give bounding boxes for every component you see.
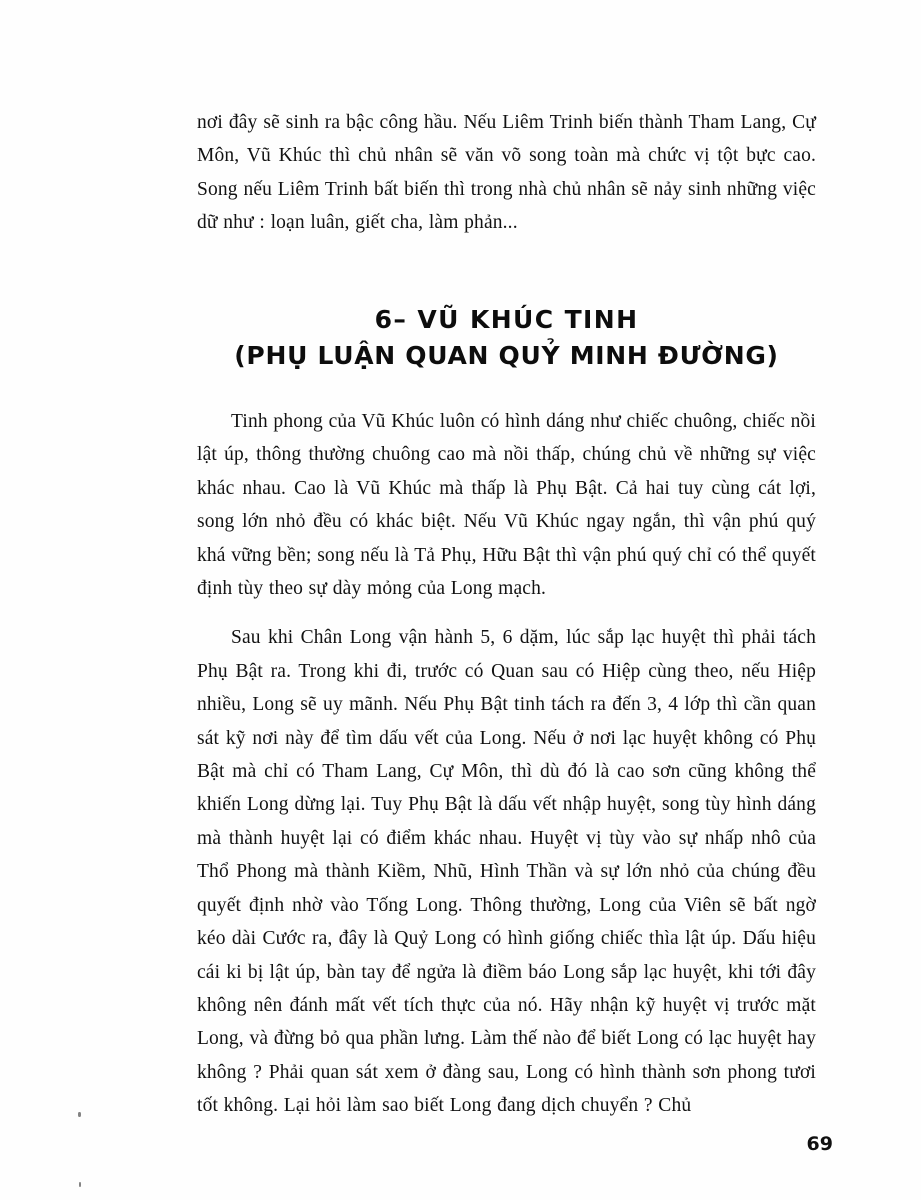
section-heading-line2: (PHỤ LUẬN QUAN QUỶ MINH ĐƯỜNG) xyxy=(234,341,779,370)
text-column-lower xyxy=(197,405,816,1123)
text-column xyxy=(197,0,816,240)
scan-speckle-icon xyxy=(79,1182,81,1187)
paragraph-continued: nơi đây sẽ sinh ra bậc công hầu. Nếu Liêm Trinh biến thành Tham Lang, Cự Môn, Vũ Khúc thì chủ nhân sẽ văn võ song toàn mà chức vị tột bực cao. Song nếu Liêm Trinh bất biến thì trong nhà chủ nhân sẽ nảy sinh những việc dữ như : loạn luân, giết cha, làm phản... xyxy=(197,112,816,234)
section-heading xyxy=(197,303,816,375)
paragraph-sau-khi: Sau khi Chân Long vận hành 5, 6 dặm, lúc sắp lạc huyệt thì phải tách Phụ Bật ra. Trong khi đi, trước có Quan sau có Hiệp cùng theo, nếu Hiệp nhiều, Long sẽ uy mãnh. Nếu Phụ Bật tinh tách ra đến 3, 4 lớp thì cần quan sát kỹ nơi này để tìm dấu vết của Long. Nếu ở nơi lạc huyệt không có Phụ Bật mà chỉ có Tham Lang, Cự Môn, thì dù đó là cao sơn cũng không thể khiến Long dừng lại. Tuy Phụ Bật là dấu vết nhập huyệt, song tùy hình dáng mà thành huyệt lại có điểm khác nhau. Huyệt vị tùy vào sự nhấp nhô của Thổ Phong mà thành Kiềm, Nhũ, Hình Thần và sự lớn nhỏ của chúng đều quyết định nhờ vào Tống Long. Thông thường, Long của Viên sẽ bất ngờ kéo dài Cước ra, đây là Quỷ Long có hình giống chiếc thìa lật úp. Dấu hiệu cái ki bị lật úp, bàn tay để ngửa là điềm báo Long sắp lạc huyệt, khi tới đây không nên đánh mất vết tích thực của nó. Hãy nhận kỹ huyệt vị trước mặt Long, và đừng bỏ qua phần lưng. Làm thế nào để biết Long có lạc huyệt hay không ? Phải quan sát xem ở đàng sau, Long có hình thành sơn phong tươi tốt không. Lại hỏi làm sao biết Long đang dịch chuyển ? Chủ xyxy=(197,627,816,1117)
section-heading-line1: 6– VŨ KHÚC TINH xyxy=(374,305,639,334)
scan-speckle-icon xyxy=(78,1112,81,1117)
page-number: 69 xyxy=(806,1133,833,1155)
paragraph-tinh-phong: Tinh phong của Vũ Khúc luôn có hình dáng như chiếc chuông, chiếc nồi lật úp, thông thường chuông cao mà nồi thấp, chúng chủ về những sự việc khác nhau. Cao là Vũ Khúc mà thấp là Phụ Bật. Cả hai tuy cùng cát lợi, song lớn nhỏ đều có khác biệt. Nếu Vũ Khúc ngay ngắn, thì vận phú quý khá vững bền; song nếu là Tả Phụ, Hữu Bật thì vận phú quý chỉ có thể quyết định tùy theo sự dày mỏng của Long mạch. xyxy=(197,411,816,600)
